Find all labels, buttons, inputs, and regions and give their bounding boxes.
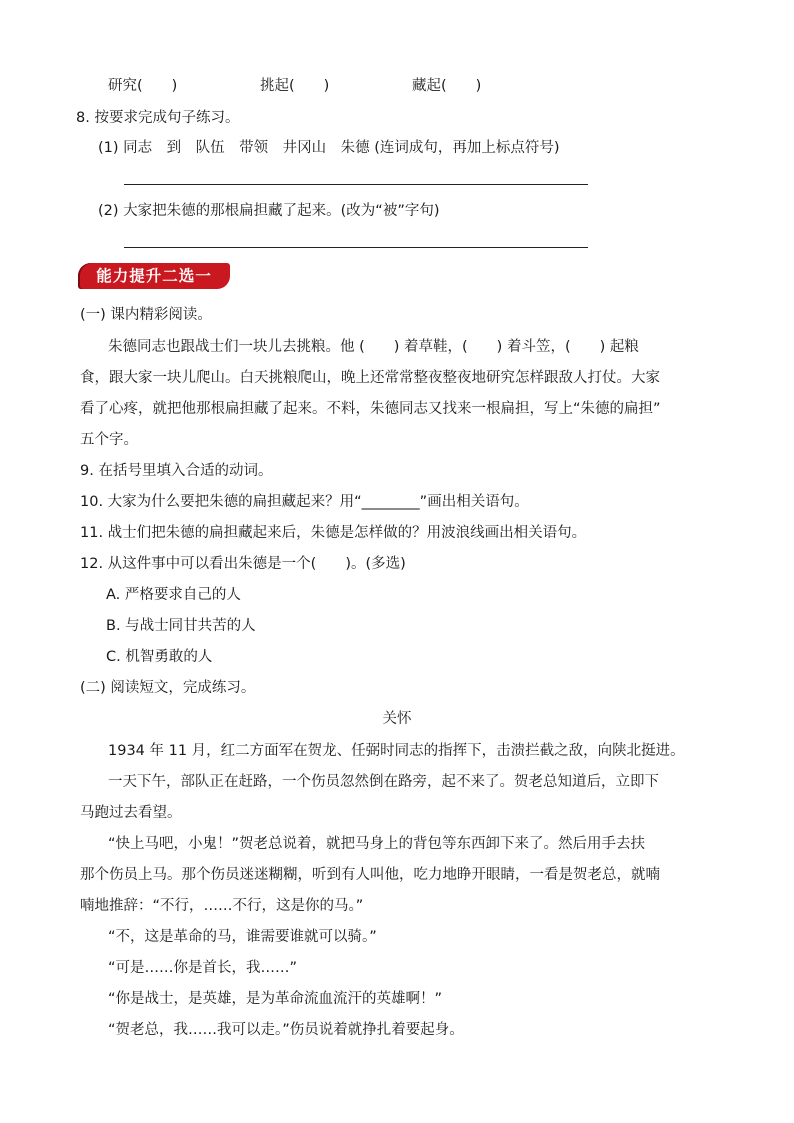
part2-heading: (二) 阅读短文，完成练习。 [80, 680, 256, 696]
passage-line: 食，跟大家一块儿爬山。白天挑粮爬山，晚上还常常整夜整夜地研究怎样跟敌人打仗。大家 [80, 370, 660, 386]
answer-line-8-1[interactable] [124, 184, 588, 185]
blank-yanjiu: 研究( ) [108, 78, 178, 94]
story-line: “可是……你是首长，我……” [108, 960, 298, 976]
story-line: 那个伤员上马。那个伤员迷迷糊糊，听到有人叫他，吃力地睁开眼睛，一看是贺老总，就喃 [80, 867, 660, 883]
question-8-part-2: (2) 大家把朱德的那根扁担藏了起来。(改为“被”字句) [98, 203, 440, 219]
story-line: “快上马吧，小鬼！”贺老总说着，就把马身上的背包等东西卸下来了。然后用手去扶 [108, 836, 646, 852]
passage-line: 朱德同志也跟战士们一块儿去挑粮。他 ( ) 着草鞋，( ) 着斗笠，( ) 起粮 [108, 339, 639, 355]
blank-cangqi: 藏起( ) [412, 78, 482, 94]
story-line: “贺老总，我……我可以走。”伤员说着就挣扎着要起身。 [108, 1022, 464, 1038]
story-line: 喃地推辞：“不行，……不行，这是你的马。” [80, 898, 364, 914]
story-line: “不，这是革命的马，谁需要谁就可以骑。” [108, 929, 377, 945]
question-8-part-1: (1) 同志 到 队伍 带领 井冈山 朱德 (连词成句，再加上标点符号) [98, 140, 560, 156]
question-9: 9. 在括号里填入合适的动词。 [80, 463, 273, 479]
section-banner: 能力提升二选一 [78, 263, 230, 289]
story-line: “你是战士，是英雄，是为革命流血流汗的英雄啊！” [108, 991, 443, 1007]
blank-tiaoqi: 挑起( ) [260, 78, 330, 94]
answer-line-8-2[interactable] [124, 247, 588, 248]
part1-heading: (一) 课内精彩阅读。 [80, 307, 212, 323]
story-line: 一天下午，部队正在赶路，一个伤员忽然倒在路旁，起不来了。贺老总知道后，立即下 [108, 774, 659, 790]
question-11: 11. 战士们把朱德的扁担藏起来后，朱德是怎样做的？用波浪线画出相关语句。 [80, 525, 587, 541]
passage-line: 五个字。 [80, 432, 138, 448]
story-line: 马跑过去看望。 [80, 805, 182, 821]
story-title: 关怀 [382, 711, 412, 727]
option-c[interactable]: C. 机智勇敢的人 [106, 649, 213, 665]
question-10: 10. 大家为什么要把朱德的扁担藏起来？用“________”画出相关语句。 [80, 494, 529, 510]
passage-line: 看了心疼，就把他那根扁担藏了起来。不料，朱德同志又找来一根扁担，写上“朱德的扁担” [80, 401, 661, 417]
question-8: 8. 按要求完成句子练习。 [76, 110, 240, 126]
option-b[interactable]: B. 与战士同甘共苦的人 [106, 618, 256, 634]
story-line: 1934 年 11 月，红二方面军在贺龙、任弼时同志的指挥下，击溃拦截之敌，向陕北挺进。 [108, 743, 685, 759]
question-12: 12. 从这件事中可以看出朱德是一个( )。(多选) [80, 556, 406, 572]
option-a[interactable]: A. 严格要求自己的人 [106, 587, 241, 603]
